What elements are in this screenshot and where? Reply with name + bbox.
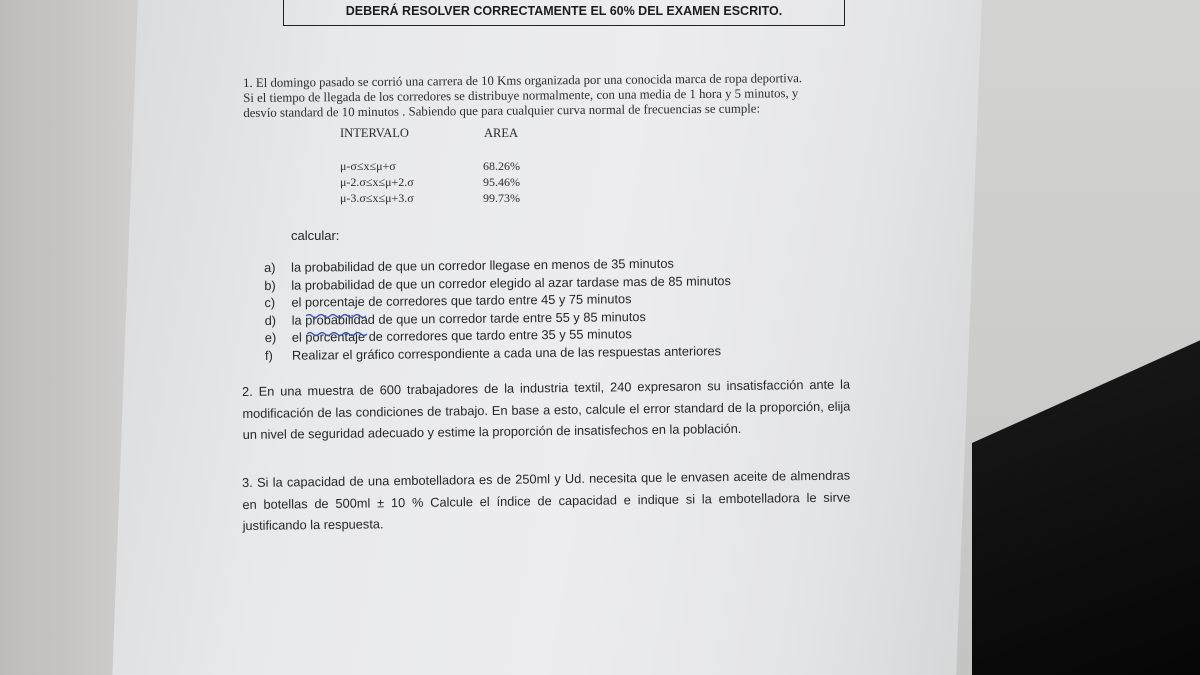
question-1-statement — [243, 71, 843, 121]
table-interval-cell: μ-3.σ≤x≤μ+3.σ — [340, 191, 414, 205]
table-area-cell: 95.46% — [483, 175, 520, 189]
item-letter: c) — [264, 295, 276, 311]
item-letter: d) — [264, 312, 277, 328]
table-area-cell: 68.26% — [483, 159, 520, 173]
item-text: la probabilidad de que un corredor tarde entre 55 y 85 minutos — [291, 308, 646, 328]
table-interval-cell: μ-2.σ≤x≤μ+2.σ — [340, 175, 414, 189]
item-text: el porcentaje de corredores que tardo entre 35 y 55 minutos — [291, 326, 632, 346]
item-text: el porcentaje de corredores que tardo entre 45 y 75 minutos — [291, 291, 632, 310]
item-text: la probabilidad de que un corredor llegase en menos de 35 minutos — [291, 255, 674, 275]
header-line-2: DEBERÁ RESOLVER CORRECTAMENTE EL 60% DEL EXAMEN ESCRITO. — [345, 4, 783, 18]
question-2: 2. En una muestra de 600 trabajadores de la industria textil, 240 expresaron su insatisfacción ante la modificación de las condiciones de trabajo. En base a esto, calcule el error standard de la proporción, elija un nivel de seguridad adecuado y estime la proporción de insatisfechos en la población. — [242, 376, 851, 442]
item-letter: b) — [264, 277, 276, 293]
item-text: la probabilidad de que un corredor elegido al azar tardase mas de 85 minutos — [291, 272, 731, 293]
item-text: Realizar el gráfico correspondiente a cada una de las respuestas anteriores — [291, 343, 722, 363]
question-1-line: desvío standard de 10 minutos . Sabiendo que para cualquier curva normal de frecuencias se cumple: — [243, 101, 761, 120]
table-interval-cell: μ-σ≤x≤μ+σ — [340, 159, 396, 173]
item-letter: e) — [264, 330, 277, 346]
table-header-area: AREA — [484, 126, 519, 140]
header-box — [283, 0, 845, 26]
question-3: 3. Si la capacidad de una embotelladora es de 250ml y Ud. necesita que le envasen aceite de almendras en botellas de 500ml ± 10 % Calcule el índice de capacidad e indique si la embotelladora le sirve justificando la respuesta. — [242, 467, 851, 533]
item-letter: a) — [264, 259, 276, 275]
question-1-line: 1. El domingo pasado se corrió una carrera de 10 Kms organizada por una conocida marca de ropa deportiva. — [243, 71, 803, 90]
question-1-line: Si el tiempo de llegada de los corredores se distribuye normalmente, con una media de 1 hora y 5 minutos, y — [243, 86, 799, 105]
item-letter: f) — [264, 347, 273, 363]
question-1-items — [264, 254, 732, 364]
calcular-label: calcular: — [291, 228, 340, 243]
table-header-interval: INTERVALO — [340, 126, 409, 140]
table-area-cell: 99.73% — [483, 191, 520, 205]
